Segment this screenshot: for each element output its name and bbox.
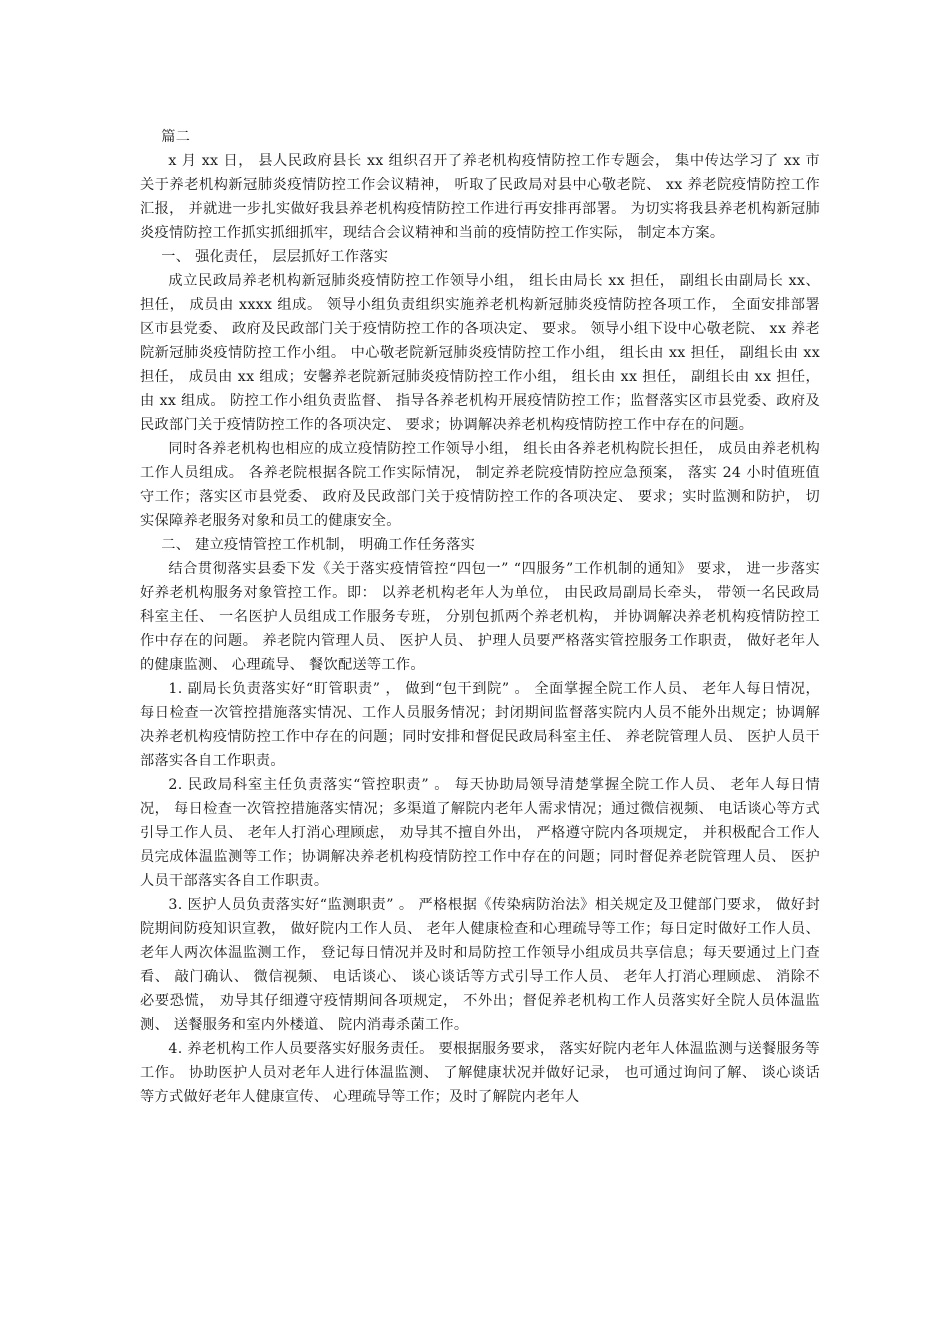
list-item-1: 1. 副局长负责落实好“盯管职责” ， 做到“包干到院” 。 全面掌握全院工作人员、 老年人每日情况， 每日检查一次管控措施落实情况、工作人员服务情况；封闭期间监督落实院内人员不能外出规定；协调解决养老机构疫情防控工作中存在的问题；同时安排和督促民政局科室主任、 养老院管理人员、 医护人员干部落实各自工作职责。 xyxy=(140,681,820,769)
document-body xyxy=(140,125,820,1109)
paragraph-mechanism: 结合贯彻落实县委下发《关于落实疫情管控“四包一” “四服务”工作机制的通知》 要求， 进一步落实好养老机构服务对象管控工作。即： 以养老机构老年人为单位， 由民政局副局长牵头， 带领一名民政局科室主任、 一名医护人员组成工作服务专班， 分别包抓两个养老机构， 并协调解决养老机构疫情防控工作中存在的问题。 养老院内管理人员、 医护人员、 护理人员要严格落实管控服务工作职责， 做好老年人的健康监测、 心理疏导、 餐饮配送等工作。 xyxy=(140,561,820,673)
section-heading-2: 二、 建立疫情管控工作机制， 明确工作任务落实 xyxy=(161,537,476,553)
list-item-2: 2. 民政局科室主任负责落实“管控职责” 。 每天协助局领导清楚掌握全院工作人员、 老年人每日情况， 每日检查一次管控措施落实情况；多渠道了解院内老年人需求情况；通过微信视频、 电话谈心等方式引导工作人员、 老年人打消心理顾虑， 劝导其不擅自外出， 严格遵守院内各项规定， 并积极配合工作人员完成体温监测等工作；协调解决养老机构疫情防控工作中存在的问题；同时督促养老院管理人员、 医护人员干部落实各自工作职责。 xyxy=(140,777,820,889)
paragraph-leading-group: 成立民政局养老机构新冠肺炎疫情防控工作领导小组， 组长由局长 xx 担任， 副组长由副局长 xx、 担任， 成员由 xxxx 组成。 领导小组负责组织实施养老机构新冠肺炎疫情防控各项工作， 全面安排部署区市县党委、 政府及民政部门关于疫情防控工作的各项决定、 要求。 领导小组下设中心敬老院、 xx 养老院新冠肺炎疫情防控工作小组。 中心敬老院新冠肺炎疫情防控工作小组， 组长由 xx 担任， 副组长由 xx 担任， 成员由 xx 组成；安馨养老院新冠肺炎疫情防控工作小组， 组长由 xx 担任， 副组长由 xx 担任， 由 xx 组成。 防控工作小组负责监督、 指导各养老机构开展疫情防控工作；监督落实区市县党委、政府及民政部门关于疫情防控工作的各项决定、 要求；协调解决养老机构疫情防控工作中存在的问题。 xyxy=(140,273,820,433)
list-item-4: 4. 养老机构工作人员要落实好服务责任。 要根据服务要求， 落实好院内老年人体温监测与送餐服务等工作。 协助医护人员对老年人进行体温监测、 了解健康状况并做好记录， 也可通过询问了解、 谈心谈话等方式做好老年人健康宣传、 心理疏导等工作；及时了解院内老年人 xyxy=(140,1041,820,1105)
paragraph-institution-groups: 同时各养老机构也相应的成立疫情防控工作领导小组， 组长由各养老机构院长担任， 成员由养老机构工作人员组成。 各养老院根据各院工作实际情况， 制定养老院疫情防控应急预案， 落实 24 小时值班值守工作；落实区市县党委、 政府及民政部门关于疫情防控工作的各项决定、 要求；实时监测和防护， 切实保障养老服务对象和员工的健康安全。 xyxy=(140,441,820,529)
section-heading-1: 一、 强化责任， 层层抓好工作落实 xyxy=(161,249,389,265)
paragraph-intro: x 月 xx 日， 县人民政府县长 xx 组织召开了养老机构疫情防控工作专题会， 集中传达学习了 xx 市关于养老机构新冠肺炎疫情防控工作会议精神， 听取了民政局对县中心敬老院、 xx 养老院疫情防控工作汇报， 并就进一步扎实做好我县养老机构疫情防控工作进行再安排再部署。 为切实将我县养老机构新冠肺炎疫情防控工作抓实抓细抓牢，现结合会议精神和当前的疫情防控工作实际， 制定本方案。 xyxy=(140,153,820,241)
list-item-3: 3. 医护人员负责落实好“监测职责” 。 严格根据《传染病防治法》相关规定及卫健部门要求， 做好封院期间防疫知识宣教， 做好院内工作人员、 老年人健康检查和心理疏导等工作；每日定时做好工作人员、老年人两次体温监测工作， 登记每日情况并及时和局防控工作领导小组成员共享信息；每天要通过上门查看、 敲门确认、 微信视频、 电话谈心、 谈心谈话等方式引导工作人员、 老年人打消心理顾虑、 消除不必要恐慌， 劝导其仔细遵守疫情期间各项规定， 不外出；督促养老机构工作人员落实好全院人员体温监测、 送餐服务和室内外楼道、 院内消毒杀菌工作。 xyxy=(140,897,820,1033)
document-title: 篇二 xyxy=(161,129,191,145)
